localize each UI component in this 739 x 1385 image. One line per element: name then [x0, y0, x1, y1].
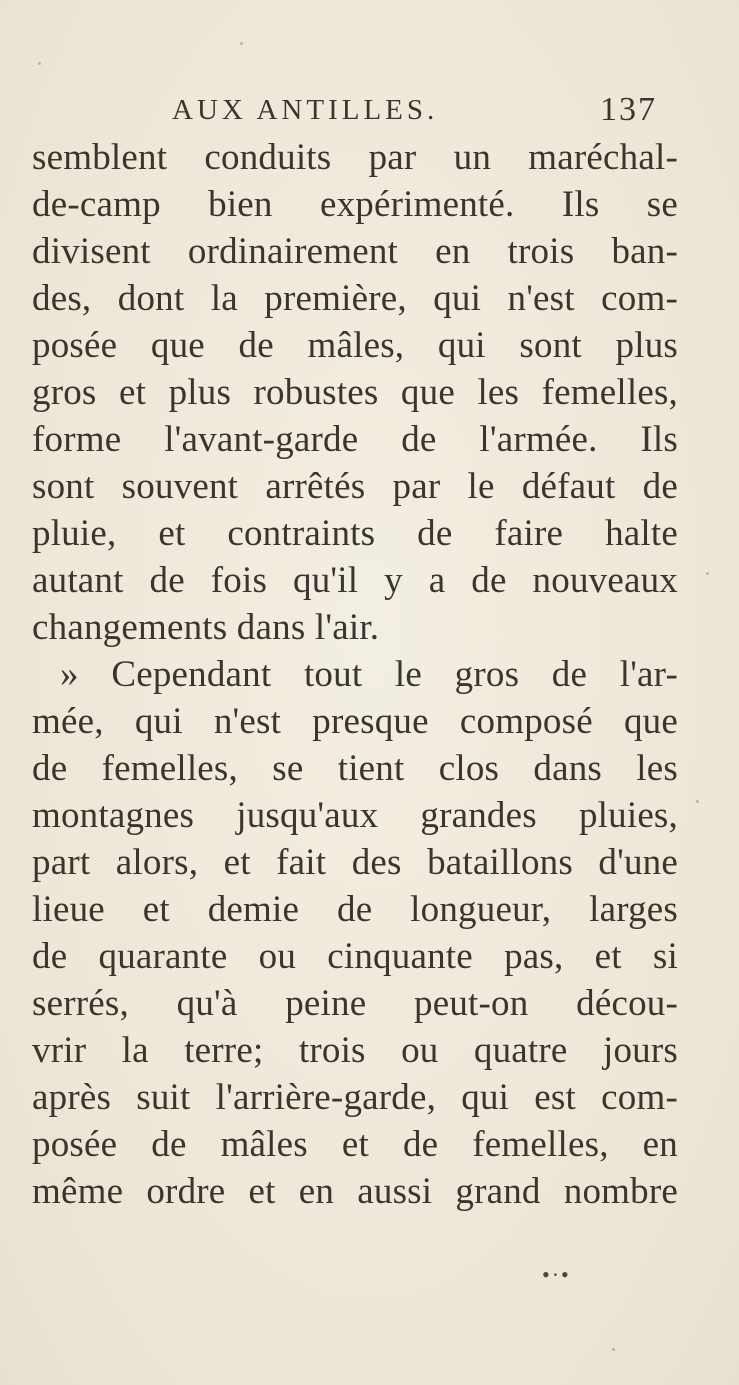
text-line: autant de fois qu'il y a de nouveaux [32, 560, 678, 601]
text-line: changements dans l'air. [32, 607, 380, 648]
text-line: » Cependant tout le gros de l'ar- [60, 654, 678, 695]
text-line: mée, qui n'est presque composé que [32, 701, 678, 742]
text-line: posée de mâles et de femelles, en [32, 1124, 678, 1165]
text-line: de quarante ou cinquante pas, et si [32, 936, 678, 977]
page-number: 137 [600, 91, 657, 128]
text-line: de-camp bien expérimenté. Ils se [32, 184, 678, 225]
text-line: gros et plus robustes que les femelles, [32, 372, 678, 413]
text-line: montagnes jusqu'aux grandes pluies, [32, 795, 678, 836]
paper-speck [612, 1348, 615, 1351]
signature-mark: •·• [542, 1262, 571, 1287]
body-text [32, 134, 678, 1215]
text-line: pluie, et contraints de faire halte [32, 513, 678, 554]
text-line: serrés, qu'à peine peut-on décou- [32, 983, 678, 1024]
text-line: après suit l'arrière-garde, qui est com- [32, 1077, 678, 1118]
text-line: semblent conduits par un maréchal- [32, 137, 678, 178]
text-line: posée que de mâles, qui sont plus [32, 325, 678, 366]
text-line: de femelles, se tient clos dans les [32, 748, 678, 789]
text-line: divisent ordinairement en trois ban- [32, 231, 678, 272]
text-line: part alors, et fait des bataillons d'une [32, 842, 678, 883]
paper-speck [696, 800, 699, 803]
text-line: lieue et demie de longueur, larges [32, 889, 678, 930]
text-line: même ordre et en aussi grand nombre [32, 1171, 678, 1212]
paper-speck [240, 42, 243, 45]
text-line: forme l'avant-garde de l'armée. Ils [32, 419, 678, 460]
paper-speck [706, 572, 709, 575]
running-head [0, 86, 739, 134]
text-line: des, dont la première, qui n'est com- [32, 278, 678, 319]
paper-speck [38, 62, 41, 65]
text-line: sont souvent arrêtés par le défaut de [32, 466, 678, 507]
running-title: AUX ANTILLES. [172, 94, 439, 126]
text-line: vrir la terre; trois ou quatre jours [32, 1030, 678, 1071]
